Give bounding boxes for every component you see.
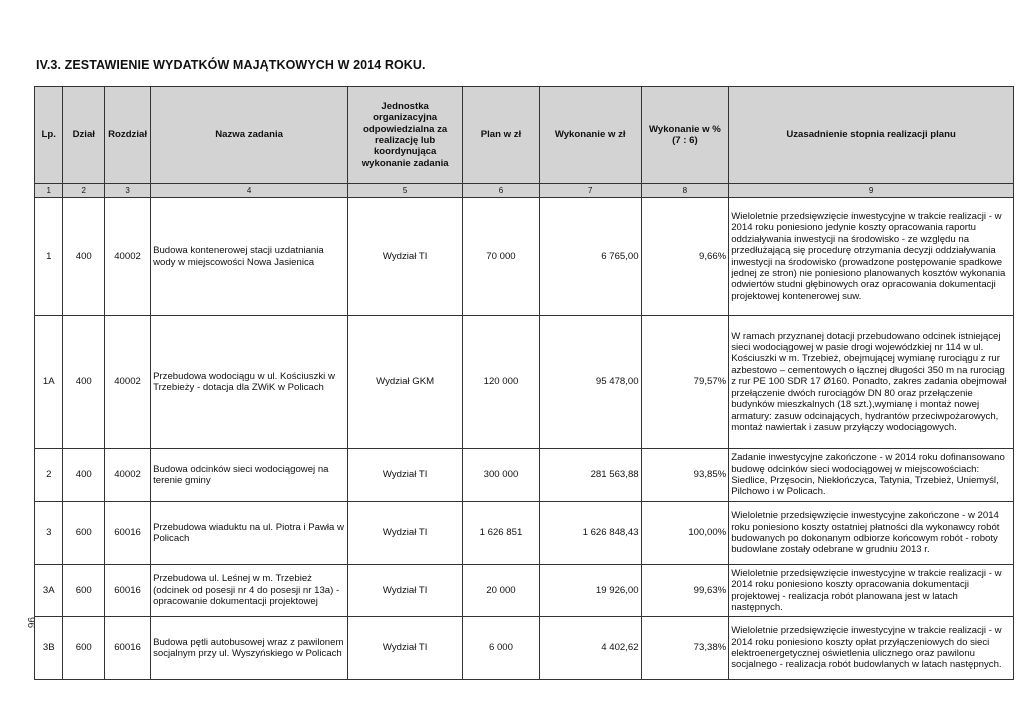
cell-dzial: 400 xyxy=(63,316,105,449)
table-row xyxy=(35,449,1014,502)
header-dzial: Dział xyxy=(63,87,105,184)
column-number: 3 xyxy=(105,184,151,198)
cell-dzial: 600 xyxy=(63,617,105,680)
cell-jednostka: Wydział TI xyxy=(348,565,463,617)
cell-lp: 1 xyxy=(35,198,63,316)
cell-rozdzial: 60016 xyxy=(105,617,151,680)
header-wykonanie-pct: Wykonanie w % (7 : 6) xyxy=(641,87,729,184)
column-number: 2 xyxy=(63,184,105,198)
cell-rozdzial: 40002 xyxy=(105,316,151,449)
table-row xyxy=(35,198,1014,316)
cell-rozdzial: 60016 xyxy=(105,565,151,617)
header-nazwa: Nazwa zadania xyxy=(151,87,348,184)
column-number: 7 xyxy=(539,184,641,198)
cell-pct: 79,57% xyxy=(641,316,729,449)
cell-dzial: 400 xyxy=(63,198,105,316)
cell-plan: 120 000 xyxy=(463,316,540,449)
cell-lp: 2 xyxy=(35,449,63,502)
column-number: 4 xyxy=(151,184,348,198)
cell-uzasadnienie: Zadanie inwestycyjne zakończone - w 2014 roku dofinansowano budowę odcinków sieci wodociągowej w miejscowościach: Siedlice, Przęsocin, Niekłończyca, Tatynia, Trzebież, Uniemyśl, Pilchowo i w Policach. xyxy=(729,449,1014,502)
cell-pct: 9,66% xyxy=(641,198,729,316)
column-number: 5 xyxy=(348,184,463,198)
cell-nazwa: Budowa odcinków sieci wodociągowej na terenie gminy xyxy=(151,449,348,502)
cell-jednostka: Wydział TI xyxy=(348,449,463,502)
cell-lp: 3 xyxy=(35,502,63,565)
cell-plan: 300 000 xyxy=(463,449,540,502)
column-number-row xyxy=(35,184,1014,198)
cell-nazwa: Budowa pętli autobusowej wraz z pawilonem socjalnym przy ul. Wyszyńskiego w Policach xyxy=(151,617,348,680)
page-number-marker: 96 xyxy=(25,616,37,629)
cell-rozdzial: 60016 xyxy=(105,502,151,565)
cell-dzial: 400 xyxy=(63,449,105,502)
header-row xyxy=(35,87,1014,184)
cell-rozdzial: 40002 xyxy=(105,198,151,316)
cell-uzasadnienie: Wieloletnie przedsięwzięcie inwestycyjne w trakcie realizacji - w 2014 roku poniesiono koszty opłat przyłączeniowych do sieci elektroenergetycznej oświetlenia ulicznego oraz pawilonu socjalnego - realizacja robót budowlanych w latach następnych. xyxy=(729,617,1014,680)
cell-lp: 3B xyxy=(35,617,63,680)
cell-uzasadnienie: W ramach przyznanej dotacji przebudowano odcinek istniejącej sieci wodociągowej w pasie drogi wojewódzkiej nr 114 w ul. Kościuszki w m. Trzebież, obejmującej wymianę rurociągu z rur azbestowo – cementowych o łącznej długości 350 m na rurociąg z rur PE 100 SDR 17 Ø160. Ponadto, zakres zadania obejmował przełączenie dwóch rurociągów DN 80 oraz przełączenie budynków mieszkalnych (18 szt.),wymianę i montaż nowej armatury: zasuw odcinających, hydrantów przeciwpożarowych, montaż nawiertak i zasuw przyłączy wodociągowych. xyxy=(729,316,1014,449)
table-row xyxy=(35,617,1014,680)
cell-uzasadnienie: Wieloletnie przedsięwzięcie inwestycyjne w trakcie realizacji - w 2014 roku poniesiono jedynie koszty opracowania raportu oddziaływania inwestycji na środowisko - ze względu na przedłużającą się procedurę otrzymania decyzji oddziaływania inwestycji na środowisko (prowadzone postępowanie spadkowe jednej ze stron) nie poniesiono planowanych kosztów wykonania odwiertów studni głębinowych oraz opracowania dokumentacji projektowej kontenerowej suw. xyxy=(729,198,1014,316)
cell-plan: 6 000 xyxy=(463,617,540,680)
header-wykonanie: Wykonanie w zł xyxy=(539,87,641,184)
table-row xyxy=(35,502,1014,565)
cell-pct: 73,38% xyxy=(641,617,729,680)
column-number: 9 xyxy=(729,184,1014,198)
table-row xyxy=(35,565,1014,617)
cell-nazwa: Przebudowa ul. Leśnej w m. Trzebież (odcinek od posesji nr 4 do posesji nr 13a) - opracowanie dokumentacji projektowej xyxy=(151,565,348,617)
header-plan: Plan w zł xyxy=(463,87,540,184)
cell-lp: 1A xyxy=(35,316,63,449)
cell-pct: 99,63% xyxy=(641,565,729,617)
cell-nazwa: Budowa kontenerowej stacji uzdatniania wody w miejscowości Nowa Jasienica xyxy=(151,198,348,316)
cell-dzial: 600 xyxy=(63,502,105,565)
cell-wykonanie: 95 478,00 xyxy=(539,316,641,449)
cell-pct: 100,00% xyxy=(641,502,729,565)
cell-jednostka: Wydział TI xyxy=(348,617,463,680)
cell-jednostka: Wydział TI xyxy=(348,502,463,565)
cell-nazwa: Przebudowa wodociągu w ul. Kościuszki w Trzebieży - dotacja dla ZWiK w Policach xyxy=(151,316,348,449)
table-row xyxy=(35,316,1014,449)
cell-uzasadnienie: Wieloletnie przedsięwzięcie inwestycyjne zakończone - w 2014 roku poniesiono koszty ostatniej płatności dla wykonawcy robót budowanych po dokonanym odbiorze końcowym robót - roboty budowlane zostały odebrane w grudniu 2013 r. xyxy=(729,502,1014,565)
cell-lp: 3A xyxy=(35,565,63,617)
cell-wykonanie: 19 926,00 xyxy=(539,565,641,617)
column-number: 6 xyxy=(463,184,540,198)
cell-rozdzial: 40002 xyxy=(105,449,151,502)
cell-jednostka: Wydział GKM xyxy=(348,316,463,449)
cell-nazwa: Przebudowa wiaduktu na ul. Piotra i Pawła w Policach xyxy=(151,502,348,565)
cell-plan: 70 000 xyxy=(463,198,540,316)
cell-wykonanie: 281 563,88 xyxy=(539,449,641,502)
column-number: 8 xyxy=(641,184,729,198)
header-rozdzial: Rozdział xyxy=(105,87,151,184)
header-uzasadnienie: Uzasadnienie stopnia realizacji planu xyxy=(729,87,1014,184)
cell-wykonanie: 4 402,62 xyxy=(539,617,641,680)
cell-dzial: 600 xyxy=(63,565,105,617)
header-jednostka: Jednostka organizacyjna odpowiedzialna za realizację lub koordynująca wykonanie zadania xyxy=(348,87,463,184)
cell-pct: 93,85% xyxy=(641,449,729,502)
cell-jednostka: Wydział TI xyxy=(348,198,463,316)
cell-wykonanie: 1 626 848,43 xyxy=(539,502,641,565)
expenditure-table xyxy=(34,86,1014,680)
header-lp: Lp. xyxy=(35,87,63,184)
column-number: 1 xyxy=(35,184,63,198)
cell-wykonanie: 6 765,00 xyxy=(539,198,641,316)
page-title: IV.3. ZESTAWIENIE WYDATKÓW MAJĄTKOWYCH W 2014 ROKU. xyxy=(36,58,426,72)
cell-plan: 20 000 xyxy=(463,565,540,617)
cell-uzasadnienie: Wieloletnie przedsięwzięcie inwestycyjne w trakcie realizacji - w 2014 roku poniesiono koszty opracowania dokumentacji projektowej - realizacja robót planowana jest w latach następnych. xyxy=(729,565,1014,617)
cell-plan: 1 626 851 xyxy=(463,502,540,565)
